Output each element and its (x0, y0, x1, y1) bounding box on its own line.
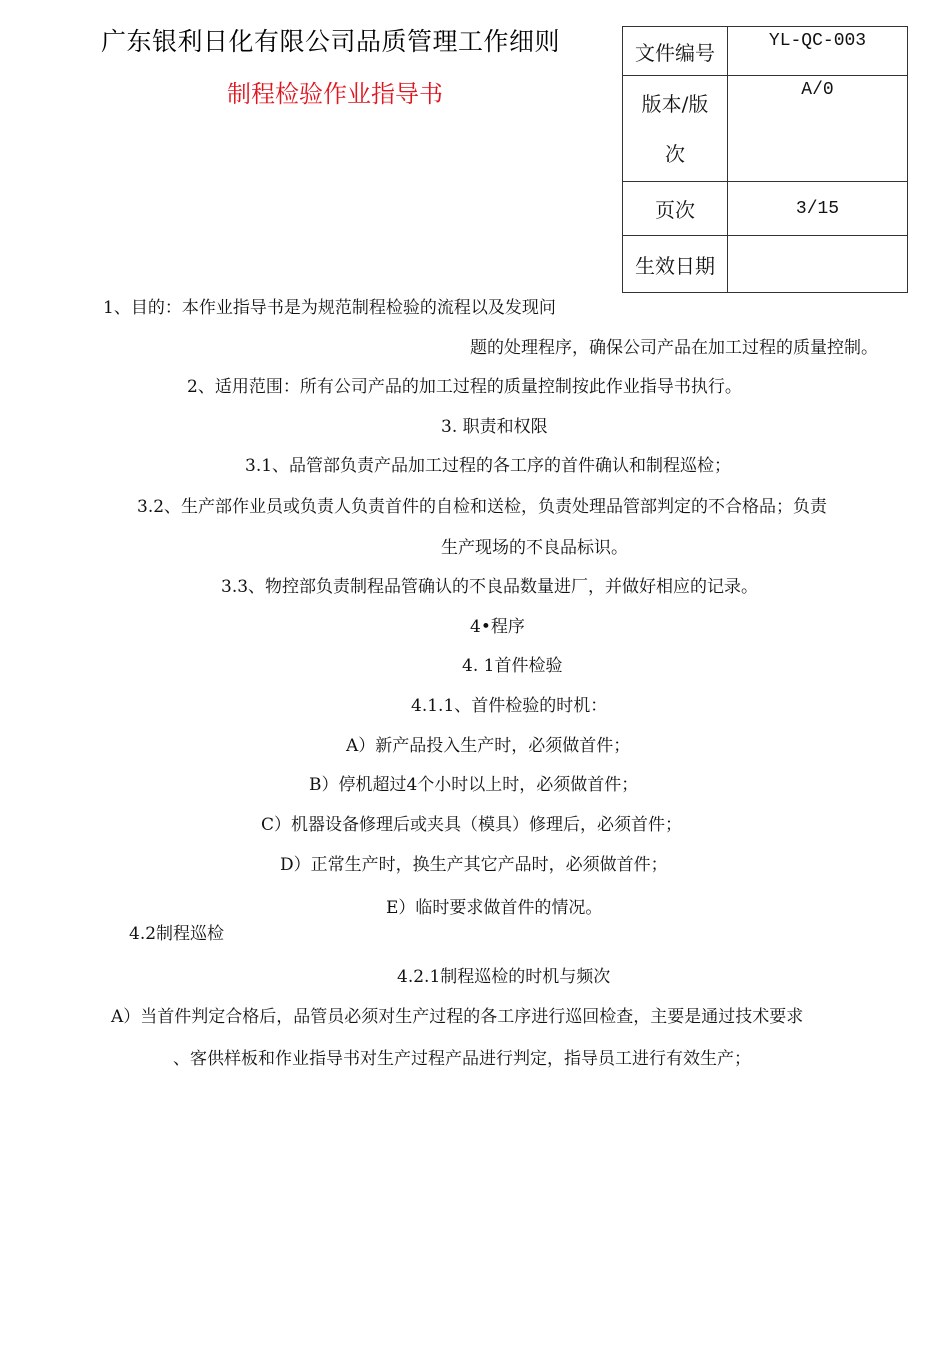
body-line-section-4: 4•程序 (470, 617, 525, 637)
company-title: 广东银利日化有限公司品质管理工作细则 (101, 27, 561, 56)
page-value: 3/15 (728, 182, 908, 236)
body-line-3-1: 3.1、品管部负责产品加工过程的各工序的首件确认和制程巡检； (245, 456, 732, 476)
body-line-item-c: C）机器设备修理后或夹具（模具）修理后，必须首件； (261, 815, 683, 835)
info-row-version (623, 76, 908, 182)
body-line-4-2: 4.2制程巡检 (129, 924, 225, 944)
body-line-purpose: 1、目的：本作业指导书是为规范制程检验的流程以及发现问 (103, 298, 556, 318)
version-value: A/0 (728, 76, 908, 182)
body-line-4-2-1-a: A）当首件判定合格后，品管员必须对生产过程的各工序进行巡回检查，主要是通过技术要求 (111, 1007, 804, 1027)
doc-no-value: YL-QC-003 (728, 27, 908, 76)
page-label: 页次 (623, 182, 728, 236)
body-line-4-2-1-a-cont: 、客供样板和作业指导书对生产过程产品进行判定，指导员工进行有效生产； (173, 1049, 751, 1069)
body-line-4-1-1: 4.1.1、首件检验的时机： (411, 696, 608, 716)
body-line-3-2: 3.2、生产部作业员或负责人负责首件的自检和送检，负责处理品管部判定的不合格品；负责 (137, 497, 828, 517)
doc-no-label: 文件编号 (623, 27, 728, 76)
document-info-table (622, 26, 908, 293)
body-line-4-2-1: 4.2.1制程巡检的时机与频次 (397, 967, 611, 987)
body-line-4-1: 4. 1首件检验 (462, 656, 563, 676)
info-row-page (623, 182, 908, 236)
body-line-3-2-cont: 生产现场的不良品标识。 (441, 538, 628, 558)
body-line-section-3: 3. 职责和权限 (441, 417, 548, 437)
body-line-purpose-cont: 题的处理程序，确保公司产品在加工过程的质量控制。 (470, 338, 878, 358)
info-row-effective-date (623, 236, 908, 293)
body-line-item-a: A）新产品投入生产时，必须做首件； (346, 736, 631, 756)
body-line-item-b: B）停机超过4个小时以上时，必须做首件； (309, 775, 639, 795)
body-line-item-d: D）正常生产时，换生产其它产品时，必须做首件； (280, 855, 668, 875)
body-line-scope: 2、适用范围：所有公司产品的加工过程的质量控制按此作业指导书执行。 (187, 377, 742, 397)
body-line-item-e: E）临时要求做首件的情况。 (386, 898, 603, 918)
document-subtitle: 制程检验作业指导书 (227, 80, 443, 108)
effective-date-value (728, 236, 908, 293)
version-label-line-2: 次 (665, 141, 685, 166)
info-row-doc-no (623, 27, 908, 76)
version-label (623, 76, 728, 182)
body-line-3-3: 3.3、物控部负责制程品管确认的不良品数量进厂，并做好相应的记录。 (221, 577, 759, 597)
version-label-line-1: 版本/版 (641, 91, 709, 116)
effective-date-label: 生效日期 (623, 236, 728, 293)
